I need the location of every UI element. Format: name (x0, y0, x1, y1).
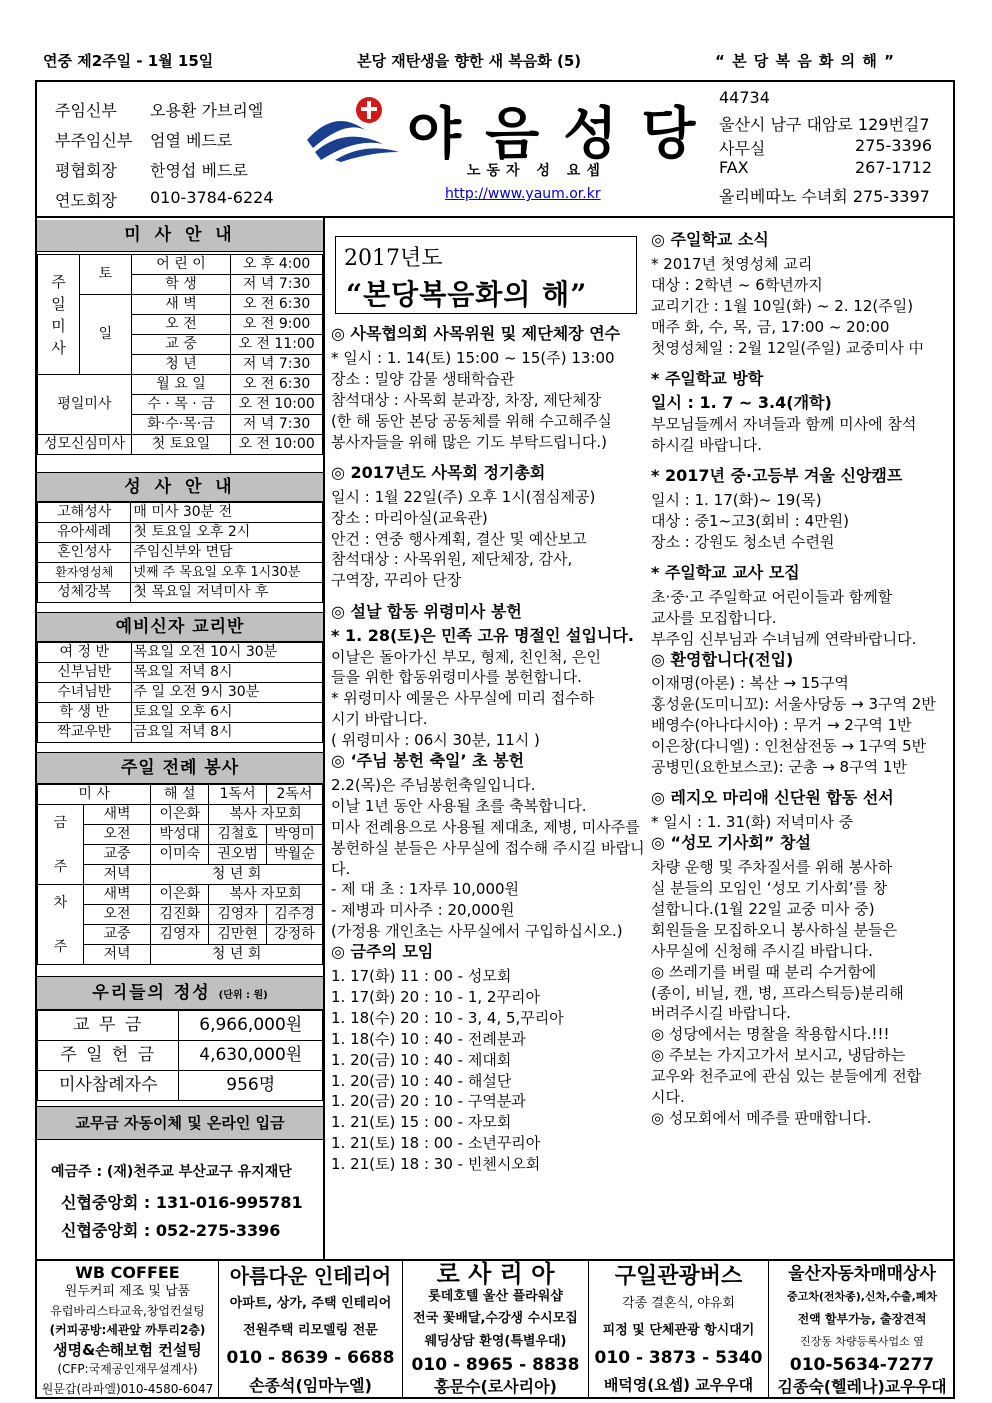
notice-line: 1. 21(토) 18 : 00 - 소년꾸리아 (331, 1134, 541, 1153)
notice-line: 1. 17(화) 20 : 10 - 1, 2꾸리아 (331, 987, 540, 1006)
convent-phone: 올리베따노 수녀회 275-3397 (719, 187, 930, 206)
notice-line: 1. 20(금) 20 : 10 - 구역분과 (331, 1092, 526, 1111)
notice-line: 장소 : 강원도 청소년 수련원 (651, 532, 835, 551)
notice-line: 1. 21(토) 15 : 00 - 자모회 (331, 1113, 512, 1132)
left-column (37, 218, 325, 1261)
notice-line: * 일시 : 1. 14(토) 15:00 ~ 15(주) 13:00 (331, 348, 615, 367)
ad-rosaria (403, 1261, 589, 1397)
ad-line: 진장동 차량등록사업소 옆 (800, 1335, 924, 1348)
ad-line: WB COFFEE (75, 1263, 180, 1282)
notice-line: 교우와 천주교에 관심 있는 분들에게 전합 (651, 1067, 922, 1086)
notice-line: 대상 : 중1~고3(회비 : 4만원) (651, 511, 850, 530)
sacrament-heading: 성 사 안 내 (37, 472, 323, 502)
notice-line: 봉사자들을 위해 많은 기도 부탁드립니다.) (331, 432, 608, 451)
notice-line: 부모님들께서 자녀들과 함께 미사에 참석 (651, 414, 917, 433)
ad-line: 김종숙(헬레나)교우우대 (777, 1377, 947, 1397)
sunday-label: 일 (79, 295, 131, 375)
staff-row: 연도회장 010-3784-6224 (55, 188, 274, 210)
offering-heading: 우리들의 정성 (단위 : 원) (37, 976, 323, 1010)
notice-heading: ◎ 사목협의회 사목위원 및 제단체장 연수 (331, 324, 621, 343)
account-number-1: 신협중앙회 : 131-016-995781 (61, 1193, 303, 1212)
account-holder: 예금주 : (재)천주교 부산교구 유지재단 (51, 1164, 292, 1180)
top-bar (35, 40, 955, 78)
account-number-2: 신협중앙회 : 052-275-3396 (61, 1221, 281, 1240)
ad-line: 전액 할부가능, 출장견적 (797, 1312, 927, 1327)
notice-line: 장소 : 마리아실(교육관) (331, 508, 488, 527)
notice-line: 하시길 바랍니다. (651, 435, 762, 454)
ad-line: 전국 꽃배달,수강생 수시모집 (413, 1311, 578, 1327)
notice-line: 공병민(요한보스코): 군총 → 8구역 1반 (651, 758, 907, 777)
notice-line: 1. 21(토) 18 : 30 - 빈첸시오회 (331, 1155, 541, 1174)
address: 울산시 남구 대암로 129번길7 (719, 115, 930, 134)
motto-box (335, 236, 637, 314)
next-week-label: 차 주 (38, 885, 84, 965)
year-theme: “ 본 당 복 음 화 의 해 ” (715, 52, 895, 70)
masthead (35, 80, 955, 216)
office-phone: 사무실 275-3396 (719, 136, 933, 158)
notice-line: 1. 20(금) 10 : 40 - 제대회 (331, 1050, 512, 1069)
ad-line: 010 - 8639 - 6688 (226, 1347, 395, 1368)
notice-line: 2.2(목)은 주님봉헌축일입니다. (331, 775, 536, 794)
notice-line: 이날은 돌아가신 부모, 형제, 친인척, 은인 (331, 647, 601, 666)
this-week-label: 금 주 (38, 805, 84, 885)
ad-line: 아름다운 인테리어 (229, 1264, 392, 1288)
ad-car-dealer (769, 1261, 955, 1397)
notice-heading: ◎ 레지오 마리애 신단원 합동 선서 (651, 788, 894, 808)
staff-row: 평협회장 한영섭 베드로 (55, 161, 248, 180)
heart-mass-label: 성모신심미사 (38, 435, 132, 455)
notice-line: 구역장, 꾸리아 단장 (331, 571, 462, 590)
ad-interior (219, 1261, 403, 1397)
notice-line: ◎ 성모회에서 메주를 판매합니다. (651, 1108, 872, 1127)
notice-line: 참석대상 : 사목회 분과장, 차장, 제단체장 (331, 390, 602, 409)
weekday-mass-label: 평일미사 (38, 375, 132, 435)
notice-line: 들을 위한 합동위령미사를 봉헌합니다. (331, 668, 582, 687)
ad-line: 전원주택 리모델링 전문 (243, 1323, 378, 1339)
saturday-label: 토 (79, 255, 131, 295)
sponsor-ads (35, 1261, 955, 1399)
notice-line: (한 해 동안 본당 공동체를 위해 수고해주실 (331, 411, 612, 430)
notice-line: * 일시 : 1. 31(화) 저녁미사 중 (651, 813, 854, 832)
notice-line: 1. 18(수) 10 : 40 - 전례분과 (331, 1029, 526, 1048)
notice-line: 배영수(아나다시아) : 무거 → 2구역 1반 (651, 716, 912, 735)
notice-line: 일시 : 1. 17(화)~ 19(목) (651, 490, 822, 509)
ad-line: 원문갑(라파엘)010-4580-6047 (41, 1381, 214, 1396)
notice-line: 시기 바랍니다. (331, 710, 428, 729)
catechumen-heading: 예비신자 교리반 (37, 612, 323, 642)
notice-line: 이은창(다니엘) : 인천삼전동 → 1구역 5반 (651, 737, 927, 756)
notice-line: 봉헌하실 분들은 사무실에 접수해 주시길 바랍니 (331, 838, 645, 857)
ad-line: 각종 결혼식, 야유회 (622, 1296, 735, 1312)
sunday-mass-label: 주 일 미 사 (38, 255, 80, 375)
notice-highlight: * 1. 28(토)은 민족 고유 명절인 설입니다. (331, 625, 634, 645)
main-body (35, 216, 955, 1261)
notice-heading: ◎ 금주의 모임 (331, 942, 434, 962)
notice-line: 1. 18(수) 20 : 10 - 3, 4, 5,꾸리아 (331, 1008, 564, 1027)
notice-line: ◎ 쓰레기를 버릴 때 분리 수거함에 (651, 962, 877, 981)
staff-row: 부주임신부 엄열 베드로 (55, 131, 233, 150)
postal-code: 44734 (719, 88, 770, 107)
notice-line: 안건 : 연중 행사계획, 결산 및 예산보고 (331, 529, 587, 548)
ad-tour-bus (589, 1261, 769, 1397)
notice-line: 사무실에 신청해 주시길 바랍니다. (651, 941, 873, 960)
fax-number: FAX 267-1712 (719, 158, 933, 177)
notice-heading: ◎ 설날 합동 위령미사 봉헌 (331, 601, 522, 621)
notice-heading: ◎ 환영합니다(전입) (651, 649, 794, 669)
liturgy-heading: 주일 전례 봉사 (37, 752, 323, 784)
issue-date: 연중 제2주일 - 1월 15일 (43, 52, 214, 70)
notice-line: 홍성윤(도미니꼬): 서울사당동 → 3구역 2반 (651, 695, 936, 714)
notice-line: 이날 1년 동안 사용될 초를 축복합니다. (331, 796, 587, 815)
notice-line: 교리기간 : 1월 10일(화) ~ 2. 12(주일) (651, 296, 914, 315)
notice-line: 다. (331, 859, 351, 878)
notice-line: (종이, 비닐, 캔, 병, 프라스틱등)분리해 (651, 983, 904, 1002)
motto-text: “본당복음화의 해” (346, 278, 588, 311)
ad-line: 배덕영(요셉) 교우우대 (603, 1375, 754, 1394)
offering-table: 교 무 금 6,966,000원 주 일 헌 금 4,630,000원 미사참례자수 956명 (37, 1010, 323, 1101)
series-title: 본당 재탄생을 향한 새 복음화 (5) (357, 52, 582, 70)
ad-line: 홍문수(로사리아) (434, 1377, 557, 1397)
ad-line: 롯데호텔 울산 플라워샵 (428, 1288, 563, 1304)
ad-line: 아파트, 상가, 주택 인테리어 (229, 1296, 392, 1312)
ad-wb-coffee (37, 1261, 219, 1397)
ad-line: 010 - 8965 - 8838 (411, 1354, 580, 1375)
notice-line: 미사 전례용으로 사용될 제대초, 제병, 미사주를 (331, 817, 640, 836)
ad-line: 중고차(전차종),신차,수출,폐차 (786, 1289, 938, 1303)
ad-line: 생명&손해보험 컨설팅 (53, 1340, 202, 1359)
liturgy-table: 미 사 해 설 1독서 2독서 금 주 새벽 이은화 복사 자모회 오전 박성대 김철호 박영미 교중 이미숙 권오범 박월순 저녁 청 년 회 차 주 새벽 이은화 복사 자모회 오전 김진화 김영자 김주경 교중 김영자 김만현 강정하 저녁 청 년 회 (37, 784, 323, 965)
notice-line: ◎ 성당에서는 명찰을 착용합시다.!!! (651, 1025, 890, 1044)
notice-heading: ◎ 주일학교 소식 (651, 230, 769, 249)
notice-line: * 위령미사 예물은 사무실에 미리 접수하 (331, 689, 595, 708)
ad-line: (커피공방:세관앞 까투리2층) (49, 1323, 206, 1338)
notice-line: 설합니다.(1월 22일 교중 미사 중) (651, 899, 875, 918)
ad-line: 구일관광버스 (614, 1264, 743, 1289)
notice-line: 장소 : 밀양 감물 생태학습관 (331, 369, 515, 388)
notice-heading: * 주일학교 방학 (651, 368, 764, 388)
website-link[interactable]: http://www.yaum.or.kr (445, 186, 601, 202)
notice-line: 대상 : 2학년 ~ 6학년까지 (651, 275, 823, 294)
ad-line: 원두커피 제조 및 납품 (64, 1284, 191, 1300)
mass-table: 주 일 미 사 토 어 린 이 오 후 4:00 학 생 저 녁 7:30 일 새 벽 오 전 6:30 오 전 오 전 9:00 교 중 오 전 11:00 청 년 저 녁 7:30 평일미사 월 요 일 오 전 6:30 수 · 목 · 금 오 전 10:00 화·수·목·금 저 녁 7:30 성모신심미사 첫 토요일 오 전 10:00 (37, 254, 323, 455)
notice-line: 회원들을 모집하오니 봉사하실 분들은 (651, 920, 898, 939)
ad-line: 웨딩상담 환영(특별우대) (424, 1334, 567, 1349)
parish-name: 야음성당 (407, 101, 720, 167)
notice-line: 초·중·고 주일학교 어린이들과 함께할 (651, 587, 893, 606)
notice-line: - 제 대 초 : 1자루 10,000원 (331, 880, 520, 899)
notice-line: 시다. (651, 1088, 685, 1106)
ad-line: 울산자동차매매상사 (788, 1264, 936, 1284)
notice-line: * 2017년 첫영성체 교리 (651, 254, 813, 273)
notice-line: 참석대상 : 사목위원, 제단체장, 감사, (331, 550, 573, 569)
notice-line: 실 분들의 모임인 ‘성모 기사회’를 창 (651, 879, 888, 897)
patron-saint: 노동자 성 요셉 (467, 163, 606, 179)
notice-heading: * 2017년 중·고등부 겨울 신앙캠프 (651, 465, 903, 485)
ad-line: 피정 및 단체관광 항시대기 (602, 1323, 755, 1339)
catechumen-table: 여 정 반 목요일 오전 10시 30분 신부님반 목요일 저녁 8시 수녀님반 주 일 오전 9시 30분 학 생 반 토요일 오후 6시 짝교우반 금요일 저녁 8시 (37, 642, 323, 743)
notice-line: 부주임 신부님과 수녀님께 연락바랍니다. (651, 629, 917, 648)
mass-heading: 미 사 안 내 (37, 220, 323, 252)
notice-line: 1. 20(금) 10 : 40 - 해설단 (331, 1071, 512, 1090)
parish-logo-icon (305, 90, 401, 162)
notice-line: 버려주시길 바랍니다. (651, 1004, 791, 1023)
notice-highlight: 일시 : 1. 7 ~ 3.4(개학) (651, 392, 832, 412)
middle-column (327, 218, 645, 1261)
notice-line: 매주 화, 수, 목, 금, 17:00 ~ 20:00 (651, 317, 890, 336)
notice-line: 교사를 모집합니다. (651, 608, 777, 627)
ad-line: (CFP:국제공인재무설계사) (57, 1362, 198, 1377)
ad-line: 유럽바리스타교육,창업컨설팅 (50, 1303, 205, 1318)
notice-line: 1. 17(화) 11 : 00 - 성모회 (331, 967, 512, 985)
notice-line: ( 위령미사 : 06시 30분, 11시 ) (331, 731, 540, 750)
ad-line: 010 - 3873 - 5340 (594, 1347, 763, 1368)
notice-heading: ◎ 2017년도 사목회 정기총회 (331, 462, 546, 482)
notice-heading: * 주일학교 교사 모집 (651, 562, 800, 582)
notice-heading: ◎ ‘주님 봉헌 축일’ 초 봉헌 (331, 751, 525, 770)
notice-line: - 제병과 미사주 : 20,000원 (331, 901, 515, 920)
notice-line: 일시 : 1월 22일(주) 오후 1시(점심제공) (331, 487, 596, 506)
notice-line: 첫영성체일 : 2월 12일(주일) 교중미사 中 (651, 338, 924, 357)
sacrament-table: 고해성사 매 미사 30분 전 유아세례 첫 토요일 오후 2시 혼인성사 주임신부와 면담 환자영성체 넷째 주 목요일 오후 1시30분 성체강복 첫 목요일 저녁미사 후 (37, 502, 323, 603)
notice-heading: ◎ “성모 기사회” 창설 (651, 833, 811, 853)
right-column (647, 218, 955, 1261)
ad-line: 010-5634-7277 (789, 1354, 935, 1375)
staff-row: 주임신부 오용환 가브리엘 (55, 101, 264, 120)
notice-line: 이재명(아론) : 복산 → 15구역 (651, 674, 849, 693)
transfer-heading: 교무금 자동이체 및 온라인 입금 (37, 1106, 323, 1140)
motto-year: 2017년도 (344, 246, 443, 271)
notice-line: (가정용 개인초는 사무실에서 구입하십시오.) (331, 922, 623, 941)
notice-line: ◎ 주보는 가지고가서 보시고, 냉담하는 (651, 1046, 906, 1065)
notice-line: 차량 운행 및 주차질서를 위해 봉사하 (651, 858, 893, 877)
ad-line: 손종석(임마누엘) (249, 1375, 372, 1395)
ad-line: 로 사 리 아 (436, 1261, 555, 1288)
